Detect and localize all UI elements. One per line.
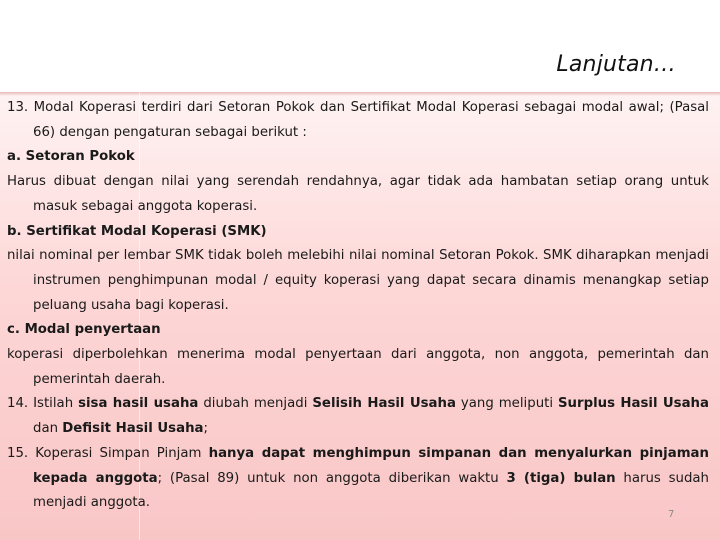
content-body: [7, 96, 709, 516]
item-15-text-2: ; (Pasal 89) untuk non anggota diberikan waktu: [157, 470, 507, 486]
item-15: [7, 442, 709, 516]
sub-heading-b: b. Sertifikat Modal Koperasi (SMK): [7, 223, 267, 239]
sub-heading-a: a. Setoran Pokok: [7, 149, 135, 165]
item-14-text-5: ;: [203, 421, 208, 437]
item-14: [7, 392, 709, 441]
item-14-text-2: diubah menjadi: [198, 396, 313, 412]
title-bar: [0, 0, 720, 92]
item-15-text-1: 15. Koperasi Simpan Pinjam: [7, 445, 209, 461]
item-14-bold-4: Defisit Hasil Usaha: [62, 421, 204, 437]
item-15-bold-1: hanya dapat menghimpun simpanan dan menyalurkan pinjaman kepada anggota: [33, 445, 709, 486]
item-15-text-3: harus sudah menjadi anggota.: [33, 470, 709, 511]
item-14-bold-1: sisa hasil usaha: [78, 396, 199, 412]
item-13: 13. Modal Koperasi terdiri dari Setoran Pokok dan Sertifikat Modal Koperasi sebagai modal awal; (Pasal 66) dengan pengaturan sebagai berikut :: [7, 100, 709, 140]
sub-body-b: nilai nominal per lembar SMK tidak boleh melebihi nilai nominal Setoran Pokok. SMK diharapkan menjadi instrumen penghimpunan modal / equity koperasi yang dapat secara dinamis menangkap setiap peluang usaha bagi koperasi.: [7, 248, 709, 313]
page-number: 7: [668, 509, 675, 520]
item-14-bold-2: Selisih Hasil Usaha: [312, 396, 456, 412]
sub-body-c: koperasi diperbolehkan menerima modal penyertaan dari anggota, non anggota, pemerintah dan pemerintah daerah.: [7, 347, 709, 387]
slide-title: Lanjutan…: [556, 52, 676, 77]
sub-body-a: Harus dibuat dengan nilai yang serendah rendahnya, agar tidak ada hambatan setiap orang untuk masuk sebagai anggota koperasi.: [7, 174, 709, 214]
item-14-text-3: yang meliputi: [455, 396, 558, 412]
item-14-text-1: 14. Istilah: [7, 396, 79, 412]
item-14-bold-3: Surplus Hasil Usaha: [557, 396, 709, 412]
sub-heading-c: c. Modal penyertaan: [7, 322, 161, 338]
item-14-text-4: dan: [33, 421, 63, 437]
item-15-bold-2: 3 (tiga) bulan: [506, 470, 616, 486]
